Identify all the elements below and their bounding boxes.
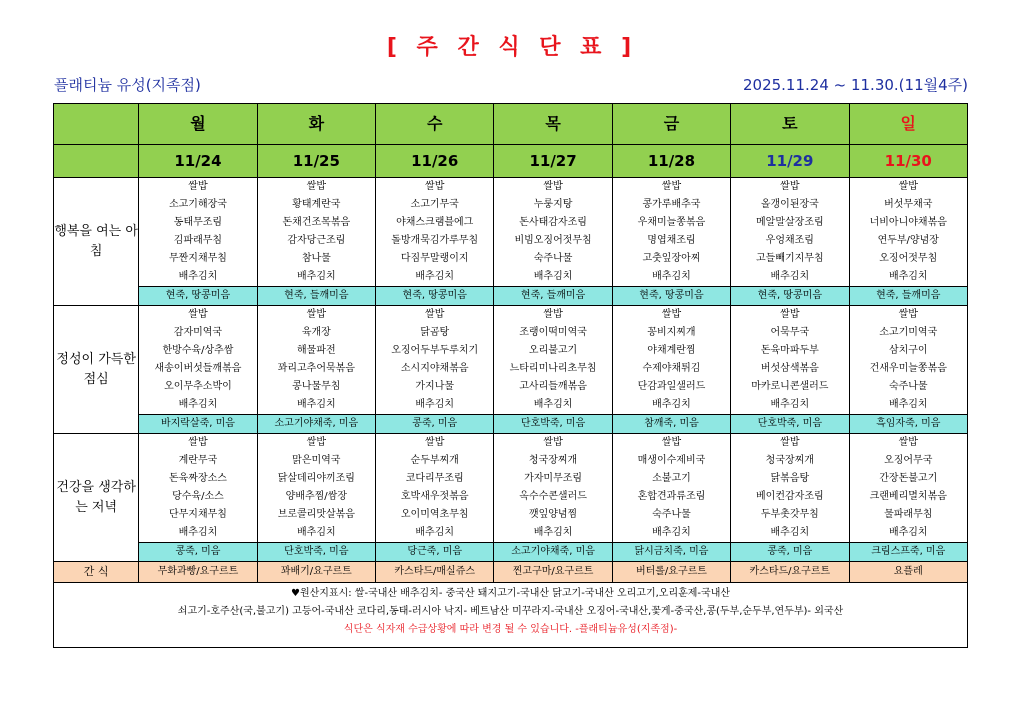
meal-label: 건강을 생각하는 저녁: [54, 434, 139, 562]
dish-cell: 쌀밥: [731, 434, 849, 453]
weekday-header: 일: [849, 104, 967, 145]
dish-cell: 배추김치: [376, 396, 494, 415]
weekday-header: 토: [731, 104, 849, 145]
dish-cell: 크랜베리멸치볶음: [849, 488, 967, 506]
dish-cell: 닭살데리야끼조림: [257, 470, 375, 488]
porridge-cell: 현죽, 들깨미음: [849, 287, 967, 306]
dish-cell: 쌀밥: [376, 306, 494, 325]
dish-cell: 매생이수제비국: [612, 452, 730, 470]
dish-cell: 가자미무조림: [494, 470, 612, 488]
dish-cell: 야채계란찜: [612, 342, 730, 360]
dish-cell: 당수육/소스: [139, 488, 257, 506]
dish-cell: 느타리미나리초무침: [494, 360, 612, 378]
dish-cell: 올갱이된장국: [731, 196, 849, 214]
dish-cell: 돈채건조목볶음: [257, 214, 375, 232]
meal-dish-row: [54, 306, 968, 325]
date-header: 11/27: [494, 145, 612, 178]
dish-cell: 쌀밥: [849, 178, 967, 197]
dish-cell: 배추김치: [612, 268, 730, 287]
snack-cell: 카스타드/매실쥬스: [376, 562, 494, 583]
meal-dish-row: [54, 232, 968, 250]
dish-cell: 배추김치: [849, 524, 967, 543]
meal-label: 행복을 여는 아침: [54, 178, 139, 306]
dish-cell: 맑은미역국: [257, 452, 375, 470]
dish-cell: 소불고기: [612, 470, 730, 488]
dish-cell: 쌀밥: [612, 434, 730, 453]
date-header: 11/26: [376, 145, 494, 178]
date-header: 11/29: [731, 145, 849, 178]
dish-cell: 꽈리고추어묵볶음: [257, 360, 375, 378]
snack-cell: 버터롤/요구르트: [612, 562, 730, 583]
dish-cell: 메알말살장조림: [731, 214, 849, 232]
dish-cell: 쌀밥: [494, 434, 612, 453]
dish-cell: 쌀밥: [139, 434, 257, 453]
notes-row: [54, 583, 968, 648]
dish-cell: 누룽지탕: [494, 196, 612, 214]
dish-cell: 다짐무말랭이지: [376, 250, 494, 268]
dish-cell: 숙주나물: [494, 250, 612, 268]
porridge-cell: 현죽, 들깨미음: [257, 287, 375, 306]
porridge-row: [54, 287, 968, 306]
snack-cell: 무화과빵/요구르트: [139, 562, 257, 583]
origin-notes: [54, 583, 968, 648]
dish-cell: 고들빼기지무침: [731, 250, 849, 268]
porridge-row: [54, 415, 968, 434]
dish-cell: 배추김치: [731, 524, 849, 543]
porridge-cell: 닭시금치죽, 미음: [612, 543, 730, 562]
porridge-cell: 소고기야채죽, 미음: [494, 543, 612, 562]
dish-cell: 육개장: [257, 324, 375, 342]
meal-dish-row: [54, 452, 968, 470]
snack-cell: 카스타드/요구르트: [731, 562, 849, 583]
porridge-cell: 바지락살죽, 미음: [139, 415, 257, 434]
porridge-cell: 콩죽, 미음: [139, 543, 257, 562]
dish-cell: 배추김치: [494, 396, 612, 415]
dish-cell: 쌀밥: [849, 306, 967, 325]
meal-dish-row: [54, 524, 968, 543]
meal-dish-row: [54, 342, 968, 360]
dish-cell: 배추김치: [139, 524, 257, 543]
dish-cell: 돈사태감자조림: [494, 214, 612, 232]
dish-cell: 어묵무국: [731, 324, 849, 342]
menu-period: 2025.11.24 ~ 11.30.(11월4주): [742, 76, 968, 94]
porridge-cell: 현죽, 땅콩미음: [376, 287, 494, 306]
dish-cell: 단감과일샐러드: [612, 378, 730, 396]
dish-cell: 김파래무침: [139, 232, 257, 250]
dish-cell: 쌀밥: [612, 306, 730, 325]
dish-cell: 배추김치: [494, 268, 612, 287]
dish-cell: 쌀밥: [612, 178, 730, 197]
meal-label: 정성이 가득한 점심: [54, 306, 139, 434]
dish-cell: 쌀밥: [257, 306, 375, 325]
dish-cell: 배추김치: [494, 524, 612, 543]
dish-cell: 가지나물: [376, 378, 494, 396]
dish-cell: 배추김치: [257, 396, 375, 415]
date-corner: [54, 145, 139, 178]
dish-cell: 소시지야채볶음: [376, 360, 494, 378]
dish-cell: 쌀밥: [849, 434, 967, 453]
dish-cell: 야채스크램블에그: [376, 214, 494, 232]
dish-cell: 물파래무침: [849, 506, 967, 524]
dish-cell: 수제야채튀김: [612, 360, 730, 378]
dish-cell: 고사리들깨볶음: [494, 378, 612, 396]
dish-cell: 오이미역초무침: [376, 506, 494, 524]
meal-dish-row: [54, 378, 968, 396]
dish-cell: 콩나물무침: [257, 378, 375, 396]
weekday-header: 월: [139, 104, 257, 145]
origin-line-2: 쇠고기-호주산(국,불고기) 고등어-국내산 코다리,동태-러시아 낙지- 베트남산 미꾸라지-국내산 오징어-국내산,꽃게-중국산,콩(두부,순두부,연두부)- 외국산: [177, 606, 844, 617]
dish-cell: 연두부/양념장: [849, 232, 967, 250]
meal-dish-row: [54, 470, 968, 488]
meal-dish-row: [54, 396, 968, 415]
date-header-row: [54, 145, 968, 178]
dish-cell: 무짠지채무침: [139, 250, 257, 268]
dish-cell: 쌀밥: [731, 178, 849, 197]
dish-cell: 깻잎양념찜: [494, 506, 612, 524]
dish-cell: 양배추찜/쌈장: [257, 488, 375, 506]
snack-cell: 꽈배기/요구르트: [257, 562, 375, 583]
porridge-cell: 콩죽, 미음: [376, 415, 494, 434]
weekday-header: 목: [494, 104, 612, 145]
dish-cell: 쌀밥: [494, 306, 612, 325]
dish-cell: 콩가루배추국: [612, 196, 730, 214]
dish-cell: 참나물: [257, 250, 375, 268]
dish-cell: 배추김치: [257, 268, 375, 287]
dish-cell: 고춧잎장아찌: [612, 250, 730, 268]
dish-cell: 브로콜리맛살볶음: [257, 506, 375, 524]
snack-cell: 찐고구마/요구르트: [494, 562, 612, 583]
weekday-header-row: [54, 104, 968, 145]
dish-cell: 오이무추소박이: [139, 378, 257, 396]
porridge-cell: 콩죽, 미음: [731, 543, 849, 562]
dish-cell: 새송이버섯들깨볶음: [139, 360, 257, 378]
dish-cell: 쌀밥: [139, 178, 257, 197]
dish-cell: 단무지채무침: [139, 506, 257, 524]
porridge-cell: 단호박죽, 미음: [494, 415, 612, 434]
dish-cell: 쌀밥: [376, 178, 494, 197]
weekday-header: 금: [612, 104, 730, 145]
porridge-cell: 크림스프죽, 미음: [849, 543, 967, 562]
dish-cell: 오징어젓무침: [849, 250, 967, 268]
dish-cell: 배추김치: [257, 524, 375, 543]
dish-cell: 배추김치: [376, 268, 494, 287]
dish-cell: 오징어두부두루치기: [376, 342, 494, 360]
porridge-cell: 단호박죽, 미음: [257, 543, 375, 562]
dish-cell: 해물파전: [257, 342, 375, 360]
weekday-header: 화: [257, 104, 375, 145]
dish-cell: 계란무국: [139, 452, 257, 470]
dish-cell: 두부촛갓무침: [731, 506, 849, 524]
meal-dish-row: [54, 488, 968, 506]
dish-cell: 호박새우젓볶음: [376, 488, 494, 506]
meal-dish-row: [54, 324, 968, 342]
dish-cell: 삼치구이: [849, 342, 967, 360]
dish-cell: 건새우미늘쫑볶음: [849, 360, 967, 378]
dish-cell: 쌀밥: [731, 306, 849, 325]
dish-cell: 간장돈불고기: [849, 470, 967, 488]
date-header: 11/25: [257, 145, 375, 178]
origin-line-1: ♥원산지표시: 쌀-국내산 배추김치- 중국산 돼지고기-국내산 닭고기-국내산 오리고기,오리훈제-국내산: [290, 588, 731, 599]
header-corner: [54, 104, 139, 145]
dish-cell: 감자미역국: [139, 324, 257, 342]
dish-cell: 오리불고기: [494, 342, 612, 360]
page-title: [ 주 간 식 단 표 ]: [386, 35, 638, 60]
meal-dish-row: [54, 196, 968, 214]
porridge-cell: 참깨죽, 미음: [612, 415, 730, 434]
dish-cell: 우엉채조림: [731, 232, 849, 250]
dish-cell: 배추김치: [139, 396, 257, 415]
porridge-cell: 흑임자죽, 미음: [849, 415, 967, 434]
dish-cell: 동태무조림: [139, 214, 257, 232]
dish-cell: 배추김치: [612, 524, 730, 543]
dish-cell: 배추김치: [731, 396, 849, 415]
dish-cell: 배추김치: [849, 268, 967, 287]
dish-cell: 배추김치: [376, 524, 494, 543]
meal-dish-row: [54, 434, 968, 453]
dish-cell: 순두부찌개: [376, 452, 494, 470]
porridge-cell: 소고기야채죽, 미음: [257, 415, 375, 434]
snack-label: 간 식: [54, 562, 139, 583]
porridge-cell: 현죽, 땅콩미음: [612, 287, 730, 306]
meal-dish-row: [54, 360, 968, 378]
dish-cell: 닭볶음탕: [731, 470, 849, 488]
porridge-cell: 현죽, 땅콩미음: [731, 287, 849, 306]
dish-cell: 배추김치: [849, 396, 967, 415]
dish-cell: 배추김치: [731, 268, 849, 287]
meal-dish-row: [54, 250, 968, 268]
store-name: 플래티늄 유성(지족점): [54, 76, 201, 94]
meal-dish-row: [54, 268, 968, 287]
meal-dish-row: [54, 178, 968, 197]
dish-cell: 쌀밥: [257, 434, 375, 453]
dish-cell: 청국장찌개: [731, 452, 849, 470]
dish-cell: 한방수육/상추쌈: [139, 342, 257, 360]
dish-cell: 쌀밥: [494, 178, 612, 197]
dish-cell: 돈육마파두부: [731, 342, 849, 360]
dish-cell: 숙주나물: [612, 506, 730, 524]
dish-cell: 코다리무조림: [376, 470, 494, 488]
date-header: 11/24: [139, 145, 257, 178]
dish-cell: 버섯삼색볶음: [731, 360, 849, 378]
snack-cell: 요플레: [849, 562, 967, 583]
porridge-cell: 당근죽, 미음: [376, 543, 494, 562]
dish-cell: 감자당근조림: [257, 232, 375, 250]
dish-cell: 베이컨감자조림: [731, 488, 849, 506]
dish-cell: 황태계란국: [257, 196, 375, 214]
dish-cell: 닭곰탕: [376, 324, 494, 342]
dish-cell: 오징어무국: [849, 452, 967, 470]
dish-cell: 소고기미역국: [849, 324, 967, 342]
menu-change-notice: 식단은 식자재 수급상황에 따라 변경 될 수 있습니다. -플래티늄유성(지족점)-: [343, 624, 678, 635]
dish-cell: 명엽채조림: [612, 232, 730, 250]
dish-cell: 배추김치: [139, 268, 257, 287]
dish-cell: 쌀밥: [257, 178, 375, 197]
meal-dish-row: [54, 214, 968, 232]
porridge-row: [54, 543, 968, 562]
weekly-menu-table: [53, 103, 968, 648]
dish-cell: 쌀밥: [139, 306, 257, 325]
dish-cell: 꽁비지찌개: [612, 324, 730, 342]
dish-cell: 소고기무국: [376, 196, 494, 214]
dish-cell: 혼합견과류조림: [612, 488, 730, 506]
dish-cell: 돌방개묵김가루무침: [376, 232, 494, 250]
dish-cell: 마카로니콘샐러드: [731, 378, 849, 396]
dish-cell: 숙주나물: [849, 378, 967, 396]
dish-cell: 비빔오징어젓무침: [494, 232, 612, 250]
dish-cell: 청국장찌개: [494, 452, 612, 470]
dish-cell: 너비아니야채볶음: [849, 214, 967, 232]
dish-cell: 돈육짜장소스: [139, 470, 257, 488]
dish-cell: 우채미늘쫑볶음: [612, 214, 730, 232]
dish-cell: 배추김치: [612, 396, 730, 415]
meal-dish-row: [54, 506, 968, 524]
snack-row: [54, 562, 968, 583]
date-header: 11/28: [612, 145, 730, 178]
dish-cell: 쌀밥: [376, 434, 494, 453]
date-header: 11/30: [849, 145, 967, 178]
porridge-cell: 현죽, 들깨미음: [494, 287, 612, 306]
dish-cell: 조랭이떡미역국: [494, 324, 612, 342]
dish-cell: 버섯무채국: [849, 196, 967, 214]
dish-cell: 옥수수콘샐러드: [494, 488, 612, 506]
dish-cell: 소고기해장국: [139, 196, 257, 214]
porridge-cell: 현죽, 땅콩미음: [139, 287, 257, 306]
weekday-header: 수: [376, 104, 494, 145]
porridge-cell: 단호박죽, 미음: [731, 415, 849, 434]
